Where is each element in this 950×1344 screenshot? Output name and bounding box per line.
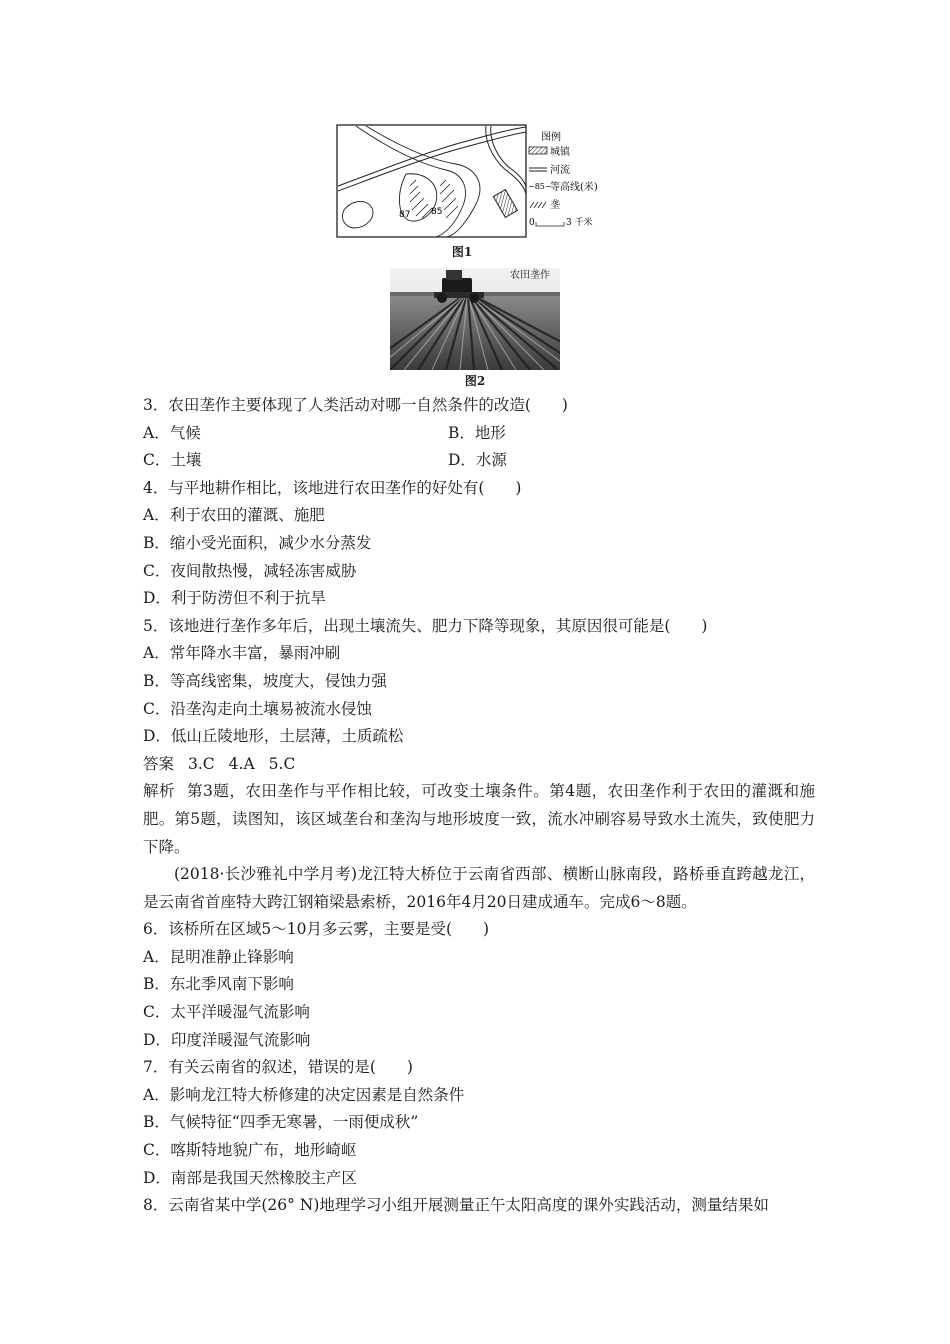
q3-option-d: D．水源 xyxy=(448,451,507,470)
q5-option-b: B．等高线密集，坡度大，侵蚀力强 xyxy=(143,671,387,690)
q6-option-a: A．昆明准静止锋影响 xyxy=(143,947,294,966)
q4-option-a: A．利于农田的灌溉、施肥 xyxy=(143,506,325,525)
passage-paragraph: (2018·长沙雅礼中学月考)龙江特大桥位于云南省西部、横断山脉南段，路桥垂直跨越龙江，是云南省首座特大跨江钢箱梁悬索桥，2016年4月20日建成通车。完成6～8题。 xyxy=(143,865,815,911)
q5-option-a: A．常年降水丰富，暴雨冲刷 xyxy=(143,644,341,663)
legend-town-symbol xyxy=(529,147,547,154)
q6-option-c: C．太平洋暖湿气流影响 xyxy=(143,1003,310,1022)
answer-line xyxy=(143,751,815,779)
q5-option-d: D．低山丘陵地形，土层薄，土质疏松 xyxy=(143,727,404,746)
question-content xyxy=(143,392,815,1220)
q4-option-c: C．夜间散热慢，减轻冻害威胁 xyxy=(143,561,357,580)
q7-option-b: B．气候特征“四季无寒暑，一雨便成秋” xyxy=(143,1113,419,1132)
q4-stem: 4．与平地耕作相比，该地进行农田垄作的好处有( ) xyxy=(143,478,522,497)
q6-option-d: D．印度洋暖湿气流影响 xyxy=(143,1030,311,1049)
q7-option-d: D．南部是我国天然橡胶主产区 xyxy=(143,1168,357,1187)
analysis-paragraph xyxy=(143,778,815,861)
photo-label: 农田垄作 xyxy=(510,270,550,281)
q7-option-c: C．喀斯特地貌广布，地形崎岖 xyxy=(143,1141,357,1160)
q5-stem: 5．该地进行垄作多年后，出现土壤流失、肥力下降等现象，其原因很可能是( ) xyxy=(143,616,708,635)
legend-ridge: 垄 xyxy=(550,200,560,211)
q3-stem: 3．农田垄作主要体现了人类活动对哪一自然条件的改造( ) xyxy=(143,396,568,414)
q6-option-b: B．东北季风南下影响 xyxy=(143,975,294,994)
contour-label-87: 87 xyxy=(399,210,411,220)
q6-stem: 6．该桥所在区域5～10月多云雾，主要是受( ) xyxy=(143,920,490,939)
answer-label: 答案 xyxy=(143,754,175,773)
ridge-farming-photo xyxy=(390,268,560,370)
legend-contour: 等高线(米) xyxy=(550,182,598,193)
scale-value: 3 千米 xyxy=(566,218,593,228)
q4-option-b: B．缩小受光面积，减少水分蒸发 xyxy=(143,533,372,552)
legend-ridge-symbol xyxy=(530,202,546,208)
q3-option-b: B．地形 xyxy=(448,423,506,442)
figure-2-caption: 图2 xyxy=(464,374,486,388)
q3-option-c: C．土壤 xyxy=(143,451,202,470)
analysis-label: 解析 xyxy=(143,782,175,801)
legend-contour-sample: ~85~ xyxy=(528,182,552,191)
legend-town: 城镇 xyxy=(550,147,570,158)
q3-options-row-1 xyxy=(143,420,815,448)
legend-title: 图例 xyxy=(541,132,561,143)
answer-item: 3.C xyxy=(188,754,215,773)
q5-option-c: C．沿垄沟走向土壤易被流水侵蚀 xyxy=(143,699,372,718)
answer-item: 5.C xyxy=(268,754,296,773)
scale-bar xyxy=(536,222,564,226)
figure-2-photo xyxy=(390,268,560,370)
scale-zero: 0 xyxy=(529,218,535,228)
figure-1-map xyxy=(336,124,616,240)
analysis-text: 第3题，农田垄作与平作相比较，可改变土壤条件。第4题，农田垄作利于农田的灌溉和施肥。第5题，读图知，该区域垄台和垄沟与地形坡度一致，流水冲刷容易导致水土流失，致使肥力下降。 xyxy=(143,782,815,856)
contour-label-85: 85 xyxy=(431,207,443,217)
q7-stem: 7．有关云南省的叙述，错误的是( ) xyxy=(143,1058,413,1077)
figure-1-caption: 图1 xyxy=(451,245,473,259)
q8-stem: 8．云南省某中学(26° N)地理学习小组开展测量正午太阳高度的课外实践活动，测量结果如 xyxy=(143,1196,769,1215)
q3-options-row-2 xyxy=(143,447,815,475)
contour-map xyxy=(336,124,616,240)
q4-option-d: D．利于防涝但不利于抗旱 xyxy=(143,589,326,608)
q7-option-a: A．影响龙江特大桥修建的决定因素是自然条件 xyxy=(143,1085,465,1104)
legend-river: 河流 xyxy=(550,165,570,176)
q3-option-a: A．气候 xyxy=(143,423,201,442)
answer-item: 4.A xyxy=(228,754,255,773)
